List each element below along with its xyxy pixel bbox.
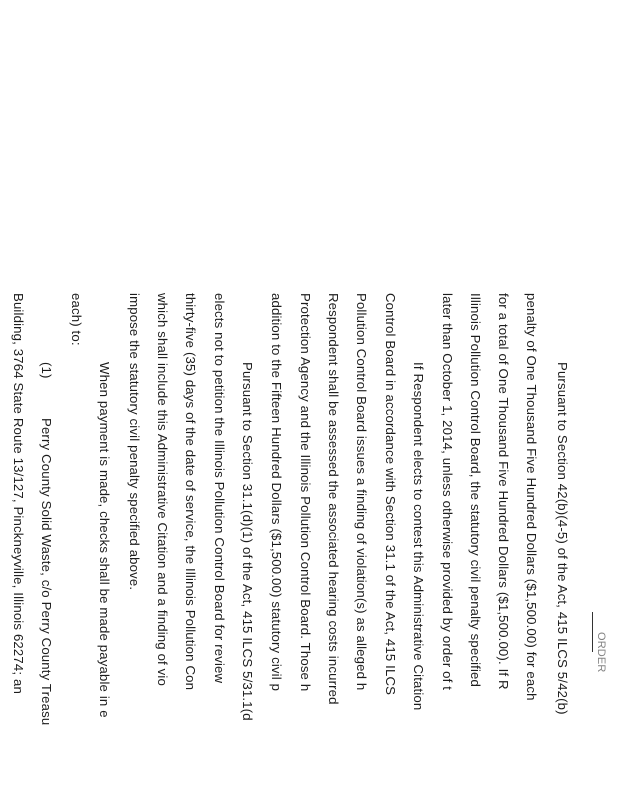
paragraph-line: Pursuant to Section 42(b)(4-5) of the Act, 415 ILCS 5/42(b)	[555, 362, 570, 715]
paragraph-line: When payment is made, checks shall be made payable in e	[97, 362, 112, 718]
paragraph-line: later than October 1, 2014, unless otherwise provided by order of t	[440, 293, 455, 691]
paragraph-line: Protection Agency and the Illinois Pollution Control Board. Those h	[298, 293, 313, 692]
paragraph-line: thirty-five (35) days of the date of service, the Illinois Pollution Con	[183, 293, 198, 691]
paragraph-line: penalty of One Thousand Five Hundred Dollars ($1,500.00) for each	[524, 293, 539, 701]
list-number: (1)	[39, 362, 54, 379]
paragraph-line: for a total of One Thousand Five Hundred Dollars ($1,500.00). If R	[496, 293, 511, 690]
paragraph-line: impose the statutory civil penalty specified above.	[127, 293, 142, 591]
list-item-line: Building, 3764 State Route 13/127, Pinckneyville, Illinois 62274; an	[11, 293, 26, 694]
paragraph-line: which shall include this Administrative Citation and a finding of vio	[155, 293, 170, 686]
paragraph-line: each) to:	[69, 293, 84, 346]
page-header: ORDER	[595, 632, 607, 673]
paragraph-line: Pursuant to Section 31.1(d)(1) of the Act, 415 ILCS 5/31.1(d	[240, 362, 255, 721]
paragraph-line: elects not to petition the Illinois Pollution Control Board for review	[212, 293, 227, 684]
paragraph-line: Illinois Pollution Control Board, the statutory civil penalty specified	[468, 293, 483, 688]
paragraph-line: Pollution Control Board issues a finding of violation(s) as alleged h	[354, 293, 369, 691]
list-item-line: Perry County Solid Waste, c/o Perry County Treasu	[39, 418, 54, 726]
paragraph-line: addition to the Fifteen Hundred Dollars ($1,500.00) statutory civil p	[269, 293, 284, 692]
paragraph-line: Respondent shall be assessed the associated hearing costs incurred	[326, 293, 341, 705]
paragraph-line: Control Board in accordance with Section 31.1 of the Act, 415 ILCS	[383, 293, 398, 696]
header-rule	[592, 612, 593, 652]
paragraph-line: If Respondent elects to contest this Administrative Citation	[411, 362, 426, 711]
